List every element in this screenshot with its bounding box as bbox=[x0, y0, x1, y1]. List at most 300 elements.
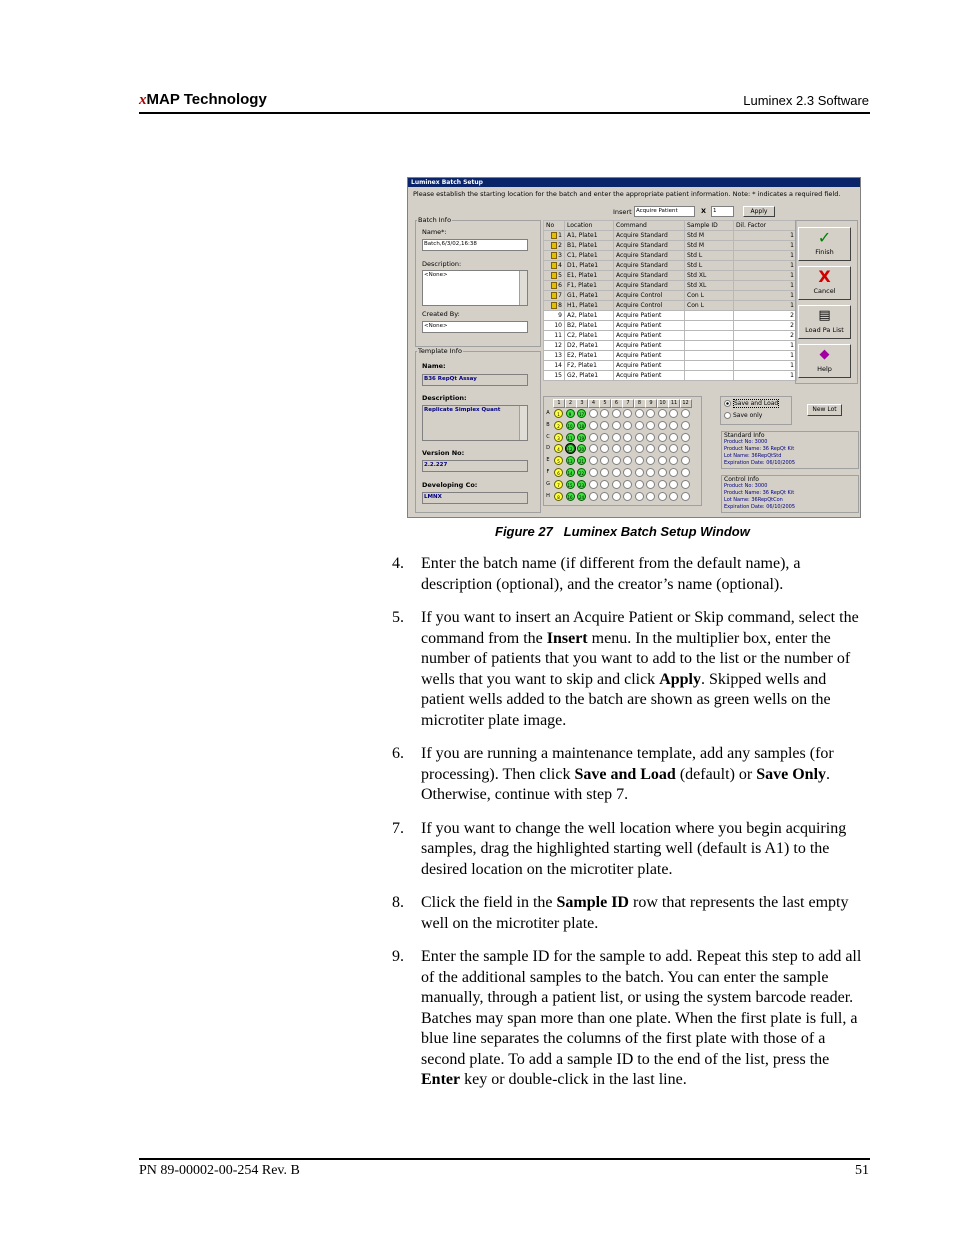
plate-well[interactable]: 24 bbox=[577, 492, 586, 501]
plate-well[interactable] bbox=[589, 409, 598, 418]
plate-well[interactable]: 1 bbox=[554, 409, 563, 418]
plate-well[interactable] bbox=[681, 456, 690, 465]
created-by-input[interactable]: <None> bbox=[422, 321, 528, 333]
cell-text: 11 bbox=[554, 332, 562, 339]
plate-well[interactable]: 6 bbox=[554, 468, 563, 477]
table-row[interactable] bbox=[544, 251, 797, 261]
table-cell-sid[interactable] bbox=[685, 301, 734, 311]
template-description-value: Replicate Simplex Quant bbox=[422, 405, 528, 441]
table-row[interactable] bbox=[544, 241, 797, 251]
figure-caption: Figure 27 Luminex Batch Setup Window bbox=[495, 524, 750, 539]
plate-well[interactable] bbox=[669, 492, 678, 501]
batch-name-input[interactable]: Batch,6/3/02,16:38 bbox=[422, 239, 528, 251]
version-label: Version No: bbox=[422, 449, 465, 457]
table-row[interactable] bbox=[544, 301, 797, 311]
plate-well[interactable] bbox=[669, 480, 678, 489]
cancel-label: Cancel bbox=[813, 287, 836, 295]
cell-text: 5 bbox=[558, 272, 562, 279]
plate-well[interactable]: 9 bbox=[566, 409, 575, 418]
table-cell-sid[interactable] bbox=[685, 241, 734, 251]
lock-icon bbox=[551, 252, 557, 259]
cell-text: Acquire Patient bbox=[616, 322, 662, 329]
plate-well[interactable] bbox=[600, 456, 609, 465]
plate-well[interactable] bbox=[589, 444, 598, 453]
plate-well[interactable] bbox=[600, 409, 609, 418]
multiplier-input[interactable]: 1 bbox=[711, 206, 734, 217]
cell-text: 9 bbox=[558, 312, 562, 319]
plate-well[interactable] bbox=[646, 409, 655, 418]
table-cell-sid[interactable] bbox=[685, 361, 734, 371]
plate-well[interactable] bbox=[658, 468, 667, 477]
plate-well[interactable] bbox=[669, 409, 678, 418]
lock-icon bbox=[551, 292, 557, 299]
window-title: Luminex Batch Setup bbox=[408, 178, 860, 187]
running-header-brand: xMAP Technology bbox=[139, 91, 267, 108]
cell-text: Acquire Control bbox=[616, 302, 663, 309]
lock-icon bbox=[551, 272, 557, 279]
table-cell-dil bbox=[734, 231, 797, 241]
load-label: Load Pa List bbox=[805, 326, 844, 334]
table-cell-cmd bbox=[614, 351, 685, 361]
plate-well[interactable]: 4 bbox=[554, 444, 563, 453]
plate-well[interactable]: 19 bbox=[577, 433, 586, 442]
plate-well[interactable] bbox=[612, 480, 621, 489]
plate-well[interactable] bbox=[612, 421, 621, 430]
table-cell-no bbox=[544, 271, 565, 281]
table-cell-no bbox=[544, 321, 565, 331]
table-cell-no bbox=[544, 301, 565, 311]
plate-well[interactable] bbox=[600, 433, 609, 442]
table-row[interactable] bbox=[544, 361, 797, 371]
table-row[interactable] bbox=[544, 351, 797, 361]
plate-well[interactable] bbox=[589, 421, 598, 430]
table-cell-loc bbox=[565, 341, 614, 351]
standard-lot-name: Lot Name: 36RepQtStd bbox=[724, 453, 782, 459]
save-only-radio[interactable] bbox=[724, 412, 762, 419]
cell-text: 4 bbox=[558, 262, 562, 269]
table-cell-cmd bbox=[614, 291, 685, 301]
plate-well[interactable] bbox=[623, 433, 632, 442]
plate-well[interactable]: 5 bbox=[554, 456, 563, 465]
plate-well[interactable] bbox=[681, 433, 690, 442]
step-number: 9. bbox=[392, 948, 404, 965]
finish-button[interactable] bbox=[798, 227, 851, 261]
page-number: 51 bbox=[855, 1163, 869, 1178]
control-product-name: Product Name: 36 RepQt Kit bbox=[724, 490, 795, 496]
plate-well[interactable] bbox=[589, 468, 598, 477]
step-text: Click the field in the bbox=[421, 894, 557, 911]
plate-well[interactable] bbox=[681, 444, 690, 453]
cell-text: 13 bbox=[554, 352, 562, 359]
x-icon: X bbox=[818, 267, 831, 286]
cell-text: F1, Plate1 bbox=[567, 282, 597, 289]
table-cell-dil bbox=[734, 321, 797, 331]
plate-row-label: C bbox=[546, 433, 550, 440]
table-row[interactable] bbox=[544, 311, 797, 321]
microtiter-plate bbox=[543, 396, 702, 506]
column-header[interactable]: Command bbox=[614, 221, 685, 231]
plate-well[interactable] bbox=[612, 409, 621, 418]
step-text: . Otherwise, continue with step 7. bbox=[421, 765, 831, 803]
step-number: 8. bbox=[392, 894, 404, 911]
control-expiration: Expiration Date: 06/10/2005 bbox=[724, 504, 796, 510]
cell-text: 1 bbox=[790, 262, 794, 269]
table-cell-loc bbox=[565, 241, 614, 251]
table-cell-dil bbox=[734, 331, 797, 341]
plate-column-header: 12 bbox=[680, 399, 692, 408]
plate-well[interactable]: 10 bbox=[566, 421, 575, 430]
cell-text: H1, Plate1 bbox=[567, 302, 598, 309]
finish-label: Finish bbox=[815, 248, 834, 256]
save-and-load-label: Save and Load bbox=[734, 400, 779, 407]
plate-well[interactable] bbox=[623, 456, 632, 465]
table-cell-dil bbox=[734, 251, 797, 261]
save-and-load-radio[interactable] bbox=[724, 400, 779, 407]
table-cell-sid[interactable] bbox=[685, 341, 734, 351]
table-cell-loc bbox=[565, 291, 614, 301]
cell-text: Acquire Patient bbox=[616, 342, 662, 349]
plate-well[interactable] bbox=[646, 456, 655, 465]
step-emphasis: Insert bbox=[546, 629, 588, 647]
table-cell-cmd bbox=[614, 301, 685, 311]
cell-text: Con L bbox=[687, 292, 704, 299]
lock-icon bbox=[551, 242, 557, 249]
cell-text: Acquire Patient bbox=[616, 352, 662, 359]
plate-well[interactable] bbox=[658, 480, 667, 489]
cell-text: Acquire Control bbox=[616, 292, 663, 299]
column-header[interactable]: Sample ID bbox=[685, 221, 734, 231]
column-header[interactable]: Location bbox=[565, 221, 614, 231]
instruction-text: Please establish the starting location for the batch and enter the appropriate patient information. Note: * indicates a required field. bbox=[413, 190, 841, 198]
plate-well[interactable] bbox=[612, 444, 621, 453]
table-cell-sid[interactable] bbox=[685, 351, 734, 361]
plate-well[interactable] bbox=[646, 421, 655, 430]
table-row[interactable] bbox=[544, 281, 797, 291]
cell-text: B1, Plate1 bbox=[567, 242, 598, 249]
step-emphasis: Save and Load bbox=[574, 765, 676, 783]
step-number: 7. bbox=[392, 819, 404, 837]
cell-text: 1 bbox=[790, 372, 794, 379]
cancel-button[interactable] bbox=[798, 266, 851, 300]
table-cell-sid[interactable] bbox=[685, 321, 734, 331]
instruction-steps bbox=[392, 554, 870, 1104]
cell-text: Acquire Standard bbox=[616, 282, 668, 289]
step-text: If you want to change the well location where you begin acquiring samples, drag the highlighted starting well (default is A1) to the desired location on the microtiter plate. bbox=[421, 819, 847, 878]
cell-text: 15 bbox=[554, 372, 562, 379]
standard-product-no: Product No: 3000 bbox=[724, 439, 768, 445]
control-product-no: Product No: 3000 bbox=[724, 483, 768, 489]
plate-row-label: E bbox=[546, 457, 550, 464]
plate-well[interactable] bbox=[658, 444, 667, 453]
table-row[interactable] bbox=[544, 231, 797, 241]
table-cell-loc bbox=[565, 261, 614, 271]
plate-well[interactable] bbox=[658, 492, 667, 501]
cell-text: E2, Plate1 bbox=[567, 352, 598, 359]
plate-well[interactable]: 20 bbox=[577, 444, 586, 453]
apply-button[interactable]: Apply bbox=[743, 206, 775, 217]
table-cell-dil bbox=[734, 261, 797, 271]
table-cell-sid[interactable] bbox=[685, 251, 734, 261]
cell-text: 1 bbox=[790, 302, 794, 309]
cell-text: Std M bbox=[687, 232, 705, 239]
scrollbar[interactable] bbox=[519, 271, 527, 305]
plate-well[interactable]: 23 bbox=[577, 480, 586, 489]
table-cell-loc bbox=[565, 251, 614, 261]
step-text: If you are running a maintenance template, add any samples (for processing). Then click bbox=[421, 745, 834, 783]
standard-expiration: Expiration Date: 06/10/2005 bbox=[724, 460, 796, 466]
plate-well[interactable] bbox=[635, 456, 644, 465]
cell-text: Acquire Patient bbox=[616, 372, 662, 379]
plate-well[interactable] bbox=[658, 421, 667, 430]
plate-well[interactable] bbox=[612, 433, 621, 442]
plate-well[interactable] bbox=[635, 433, 644, 442]
cell-text: A2, Plate1 bbox=[567, 312, 598, 319]
plate-well[interactable] bbox=[600, 468, 609, 477]
plate-well[interactable]: 14 bbox=[566, 468, 575, 477]
plate-well[interactable] bbox=[669, 421, 678, 430]
table-cell-no bbox=[544, 311, 565, 321]
plate-well[interactable] bbox=[623, 421, 632, 430]
table-cell-sid[interactable] bbox=[685, 371, 734, 381]
table-cell-loc bbox=[565, 231, 614, 241]
plate-well[interactable] bbox=[635, 409, 644, 418]
standard-info-box bbox=[721, 431, 859, 469]
header-rule bbox=[139, 112, 870, 114]
plate-well[interactable] bbox=[635, 468, 644, 477]
table-row[interactable] bbox=[544, 271, 797, 281]
plate-column-header: 10 bbox=[657, 399, 669, 408]
cell-text: A1, Plate1 bbox=[567, 232, 598, 239]
plate-well[interactable]: 12 bbox=[566, 444, 575, 453]
table-cell-dil bbox=[734, 351, 797, 361]
standard-product-name: Product Name: 36 RepQt Kit bbox=[724, 446, 795, 452]
book-icon: ◆ bbox=[819, 347, 830, 362]
cell-text: F2, Plate1 bbox=[567, 362, 597, 369]
plate-well[interactable] bbox=[658, 433, 667, 442]
plate-well[interactable] bbox=[623, 492, 632, 501]
plate-well[interactable] bbox=[589, 433, 598, 442]
load-patient-list-button[interactable] bbox=[798, 305, 851, 339]
plate-column-header: 2 bbox=[565, 399, 577, 408]
plate-well[interactable] bbox=[623, 468, 632, 477]
table-row[interactable] bbox=[544, 261, 797, 271]
plate-well[interactable] bbox=[646, 468, 655, 477]
step-text: Enter the batch name (if different from the default name), a description (optional), and the creator’s name (optional). bbox=[421, 555, 801, 593]
table-cell-no bbox=[544, 281, 565, 291]
table-cell-dil bbox=[734, 341, 797, 351]
lock-icon bbox=[551, 302, 557, 309]
cell-text: B2, Plate1 bbox=[567, 322, 598, 329]
table-cell-cmd bbox=[614, 371, 685, 381]
column-header[interactable]: No bbox=[544, 221, 565, 231]
plate-well[interactable] bbox=[612, 456, 621, 465]
table-cell-cmd bbox=[614, 261, 685, 271]
plate-well[interactable] bbox=[669, 444, 678, 453]
cell-text: Acquire Patient bbox=[616, 332, 662, 339]
table-row[interactable] bbox=[544, 371, 797, 381]
table-cell-cmd bbox=[614, 251, 685, 261]
table-cell-dil bbox=[734, 361, 797, 371]
plate-well[interactable] bbox=[623, 409, 632, 418]
plate-row-label: F bbox=[546, 469, 550, 475]
plate-well[interactable] bbox=[646, 444, 655, 453]
plate-well[interactable]: 3 bbox=[554, 433, 563, 442]
cell-text: 6 bbox=[558, 282, 562, 289]
save-only-label: Save only bbox=[733, 412, 763, 419]
cell-text: Acquire Patient bbox=[616, 312, 662, 319]
table-cell-no bbox=[544, 231, 565, 241]
developing-co-value: LMNX bbox=[422, 492, 528, 504]
plate-well[interactable]: 21 bbox=[577, 456, 586, 465]
cell-text: 1 bbox=[558, 232, 562, 239]
plate-well[interactable]: 13 bbox=[566, 456, 575, 465]
cell-text: 2 bbox=[558, 242, 562, 249]
template-description-label: Description: bbox=[422, 394, 467, 402]
plate-row-label: H bbox=[546, 492, 550, 499]
plate-well[interactable] bbox=[658, 456, 667, 465]
plate-well[interactable] bbox=[681, 468, 690, 477]
batch-table bbox=[543, 220, 797, 381]
table-cell-sid[interactable] bbox=[685, 331, 734, 341]
plate-well[interactable] bbox=[589, 456, 598, 465]
plate-well[interactable] bbox=[589, 492, 598, 501]
plate-column-header: 3 bbox=[576, 399, 588, 408]
step-item bbox=[392, 893, 870, 934]
cell-text: 1 bbox=[790, 252, 794, 259]
plate-well[interactable] bbox=[681, 421, 690, 430]
table-cell-no bbox=[544, 361, 565, 371]
step-text: (default) or bbox=[675, 765, 757, 783]
plate-well[interactable] bbox=[669, 468, 678, 477]
plate-well[interactable] bbox=[612, 468, 621, 477]
action-button-panel bbox=[795, 220, 858, 384]
part-number: PN 89-00002-00-254 Rev. B bbox=[139, 1163, 300, 1178]
plate-row-label: G bbox=[546, 480, 550, 487]
batch-name-label: Name*: bbox=[422, 228, 447, 236]
plate-well[interactable] bbox=[681, 480, 690, 489]
plate-well[interactable]: 17 bbox=[577, 409, 586, 418]
step-item bbox=[392, 608, 870, 731]
plate-well[interactable] bbox=[658, 409, 667, 418]
cell-text: 8 bbox=[558, 302, 562, 309]
control-info-title: Control Info bbox=[724, 476, 759, 483]
table-row[interactable] bbox=[544, 331, 797, 341]
cell-text: Std XL bbox=[687, 272, 707, 279]
table-cell-no bbox=[544, 261, 565, 271]
plate-well[interactable] bbox=[623, 444, 632, 453]
plate-well[interactable] bbox=[635, 492, 644, 501]
step-emphasis: Save Only bbox=[756, 765, 827, 783]
plate-well[interactable]: 8 bbox=[554, 492, 563, 501]
cell-text: 1 bbox=[790, 292, 794, 299]
step-item bbox=[392, 947, 870, 1091]
table-cell-loc bbox=[565, 351, 614, 361]
table-cell-sid[interactable] bbox=[685, 271, 734, 281]
multiplier-symbol: X bbox=[701, 207, 707, 215]
table-cell-sid[interactable] bbox=[685, 291, 734, 301]
batch-description-label: Description: bbox=[422, 260, 462, 268]
table-cell-sid[interactable] bbox=[685, 281, 734, 291]
table-cell-cmd bbox=[614, 281, 685, 291]
plate-well[interactable] bbox=[600, 421, 609, 430]
plate-column-header: 7 bbox=[622, 399, 634, 408]
version-value: 2.2.227 bbox=[422, 460, 528, 472]
plate-well[interactable]: 7 bbox=[554, 480, 563, 489]
plate-well[interactable] bbox=[589, 480, 598, 489]
plate-well[interactable] bbox=[669, 433, 678, 442]
scrollbar[interactable] bbox=[519, 406, 527, 440]
cell-text: 1 bbox=[790, 232, 794, 239]
plate-well[interactable] bbox=[681, 409, 690, 418]
insert-command-select[interactable]: Acquire Patient bbox=[634, 206, 695, 217]
plate-well[interactable]: 11 bbox=[566, 433, 575, 442]
plate-well[interactable] bbox=[600, 480, 609, 489]
step-emphasis: Sample ID bbox=[556, 894, 629, 911]
table-row[interactable] bbox=[544, 321, 797, 331]
step-emphasis: Apply bbox=[659, 670, 701, 688]
plate-well[interactable]: 22 bbox=[577, 468, 586, 477]
table-row[interactable] bbox=[544, 341, 797, 351]
table-cell-no bbox=[544, 371, 565, 381]
table-cell-no bbox=[544, 351, 565, 361]
cell-text: 3 bbox=[558, 252, 562, 259]
plate-well[interactable] bbox=[635, 421, 644, 430]
plate-well[interactable] bbox=[635, 480, 644, 489]
plate-column-header: 11 bbox=[668, 399, 680, 408]
plate-well[interactable] bbox=[646, 433, 655, 442]
plate-well[interactable] bbox=[681, 492, 690, 501]
plate-well[interactable]: 15 bbox=[566, 480, 575, 489]
table-cell-sid[interactable] bbox=[685, 311, 734, 321]
plate-well[interactable] bbox=[600, 492, 609, 501]
cell-text: C1, Plate1 bbox=[567, 252, 598, 259]
lock-icon bbox=[551, 262, 557, 269]
new-lot-button[interactable]: New Lot bbox=[807, 404, 842, 416]
table-cell-sid[interactable] bbox=[685, 261, 734, 271]
help-button[interactable] bbox=[798, 344, 851, 378]
table-cell-dil bbox=[734, 241, 797, 251]
plate-well[interactable]: 16 bbox=[566, 492, 575, 501]
step-text: Enter the sample ID for the sample to add. Repeat this step to add all of the additional samples to the batch. You can enter the sample manually, through a patient list, or using the system barcode reader. Batches may span more than one plate. When the first plate is full, a blue line separates the columns of the first plate with those of a second plate. To add a sample ID to the end of the list, press the bbox=[421, 948, 862, 1068]
table-row[interactable] bbox=[544, 291, 797, 301]
plate-well[interactable]: 18 bbox=[577, 421, 586, 430]
plate-column-header: 1 bbox=[553, 399, 565, 408]
batch-setup-window bbox=[407, 177, 861, 518]
table-cell-no bbox=[544, 291, 565, 301]
plate-well[interactable] bbox=[646, 480, 655, 489]
plate-well[interactable] bbox=[600, 444, 609, 453]
plate-well[interactable] bbox=[669, 456, 678, 465]
batch-description-input[interactable]: <None> bbox=[422, 270, 528, 306]
plate-well[interactable] bbox=[623, 480, 632, 489]
cell-text: 1 bbox=[790, 272, 794, 279]
plate-well[interactable] bbox=[646, 492, 655, 501]
step-item bbox=[392, 554, 870, 595]
plate-well[interactable] bbox=[635, 444, 644, 453]
control-info-box bbox=[721, 475, 859, 513]
template-info-label: Template Info bbox=[418, 347, 463, 355]
cell-text: 10 bbox=[554, 322, 562, 329]
plate-well[interactable]: 2 bbox=[554, 421, 563, 430]
table-cell-sid[interactable] bbox=[685, 231, 734, 241]
template-name-label: Name: bbox=[422, 362, 446, 370]
plate-well[interactable] bbox=[612, 492, 621, 501]
developing-co-label: Developing Co: bbox=[422, 481, 478, 489]
column-header[interactable]: Dil. Factor bbox=[734, 221, 797, 231]
cell-text: G1, Plate1 bbox=[567, 292, 599, 299]
table-cell-cmd bbox=[614, 241, 685, 251]
cell-text: Acquire Standard bbox=[616, 232, 668, 239]
